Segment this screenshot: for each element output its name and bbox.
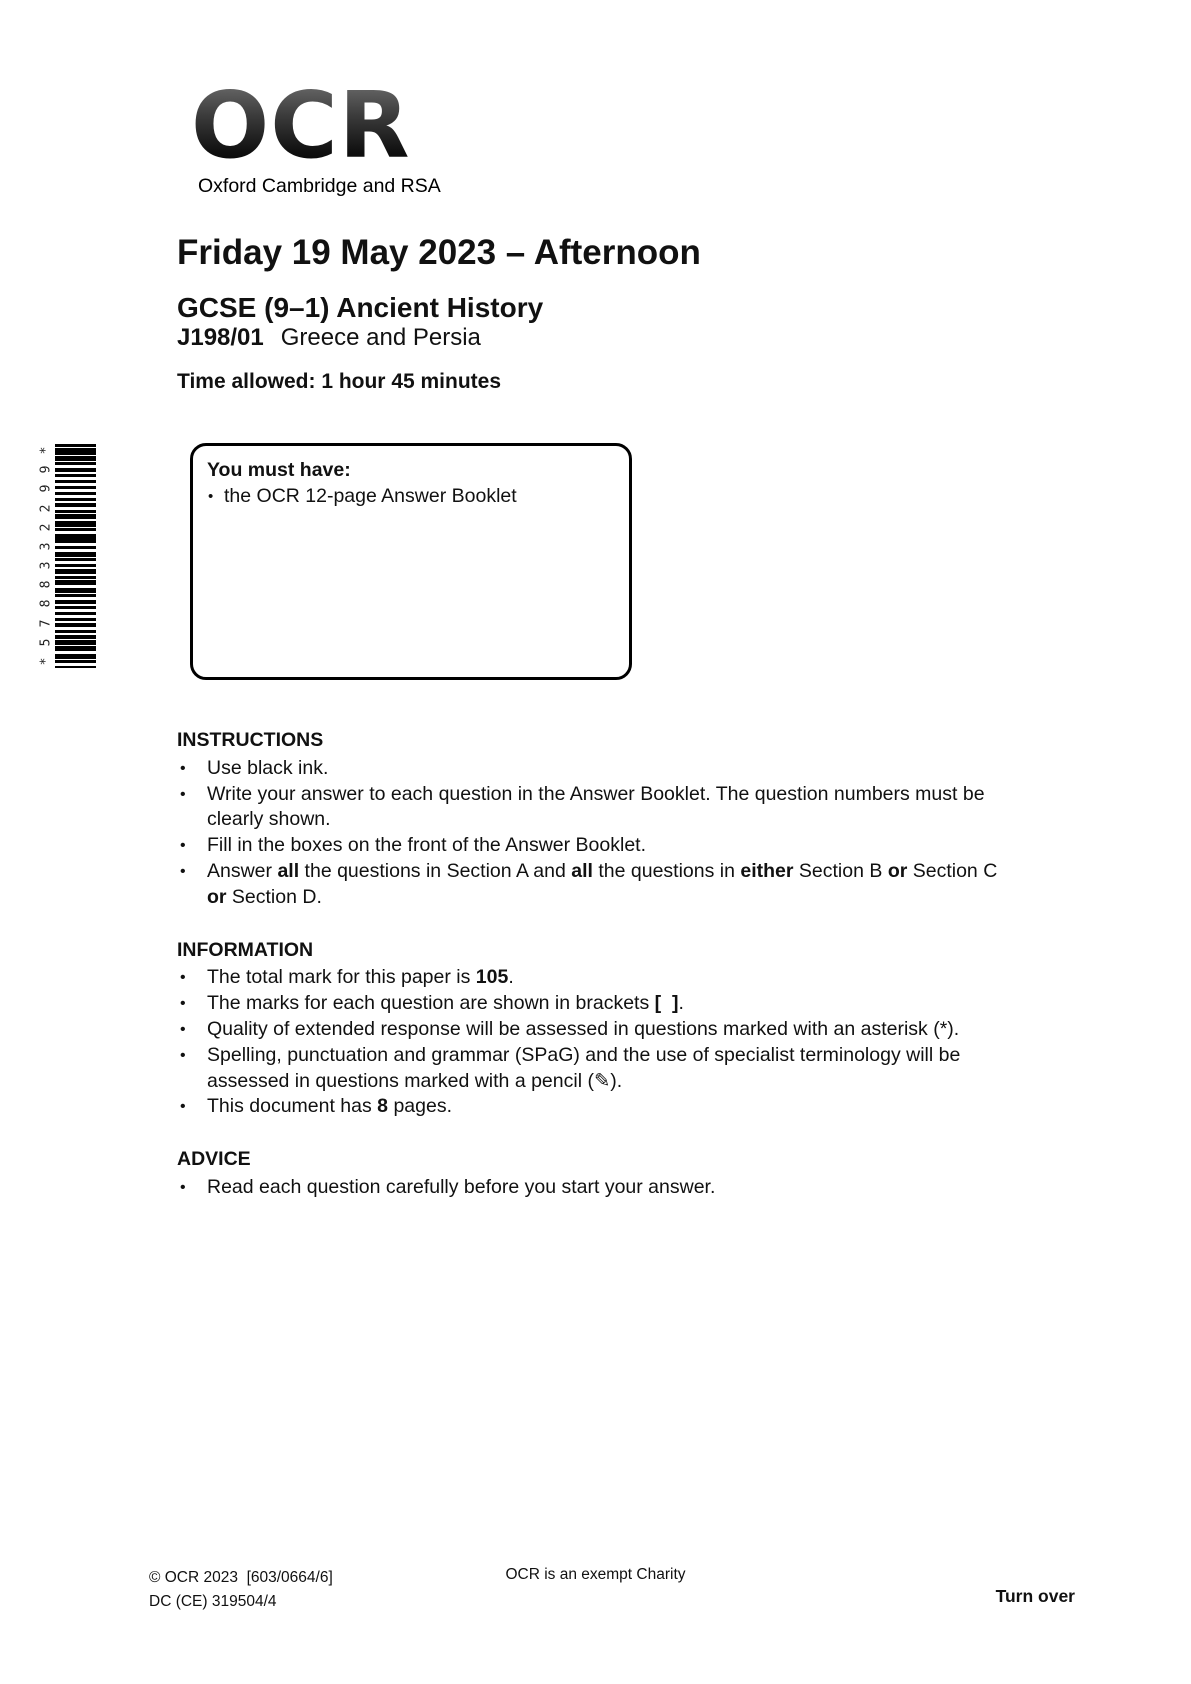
qualification-title: GCSE (9–1) Ancient History: [177, 292, 544, 324]
barcode-text: * 9 9 2 2 3 3 8 8 7 5 *: [37, 446, 53, 666]
advice-list: [177, 1175, 1015, 1201]
list-item: • Use black ink.: [177, 756, 1015, 782]
paper-code-line: [177, 324, 481, 352]
front-page-rubric: [177, 728, 1015, 1201]
paper-name: Greece and Persia: [280, 324, 481, 351]
footer-charity-note: OCR is an exempt Charity: [505, 1566, 686, 1583]
advice-heading: ADVICE: [177, 1148, 251, 1171]
footer-copyright: © OCR 2023 [603/0664/6]: [149, 1569, 333, 1586]
list-item: • Quality of extended response will be assessed in questions marked with an asterisk (*).: [177, 1017, 1015, 1043]
time-allowed: Time allowed: 1 hour 45 minutes: [177, 370, 502, 393]
list-item: • Spelling, punctuation and grammar (SPaG) and the use of specialist terminology will be assessed in questions marked with a pencil (✎).: [177, 1043, 1015, 1095]
footer-dc-code: DC (CE) 319504/4: [149, 1593, 277, 1610]
instructions-heading: INSTRUCTIONS: [177, 729, 324, 751]
must-have-list: [207, 483, 613, 509]
list-item: • Read each question carefully before you start your answer.: [177, 1175, 1015, 1201]
list-item: • This document has 8 pages.: [177, 1094, 1015, 1120]
must-have-heading: You must have:: [207, 459, 351, 481]
list-item: • Write your answer to each question in the Answer Booklet. The question numbers must be clearly shown.: [177, 782, 1015, 834]
information-heading: INFORMATION: [177, 938, 314, 961]
ocr-logo-wordmark: OCR: [191, 80, 441, 172]
must-have-box: [190, 443, 632, 680]
list-item: • The total mark for this paper is 105.: [177, 965, 1015, 991]
ocr-logo: [191, 72, 441, 198]
exam-date-title: Friday 19 May 2023 – Afternoon: [177, 233, 701, 273]
instructions-list: [177, 756, 1015, 911]
barcode: [55, 444, 96, 668]
list-item: • Fill in the boxes on the front of the Answer Booklet.: [177, 833, 1015, 859]
list-item: • the OCR 12-page Answer Booklet: [207, 483, 613, 509]
information-list: [177, 965, 1015, 1120]
section-information: [177, 938, 1015, 1121]
list-item: • The marks for each question are shown in brackets [ ].: [177, 991, 1015, 1017]
ocr-logo-tagline: Oxford Cambridge and RSA: [198, 175, 441, 197]
turn-over-label: Turn over: [995, 1586, 1075, 1606]
list-item: • Answer all the questions in Section A and all the questions in either Section B or Section C or Section D.: [177, 859, 1015, 911]
section-instructions: [177, 728, 1015, 911]
paper-code: J198/01: [177, 324, 264, 351]
section-advice: [177, 1147, 1015, 1201]
